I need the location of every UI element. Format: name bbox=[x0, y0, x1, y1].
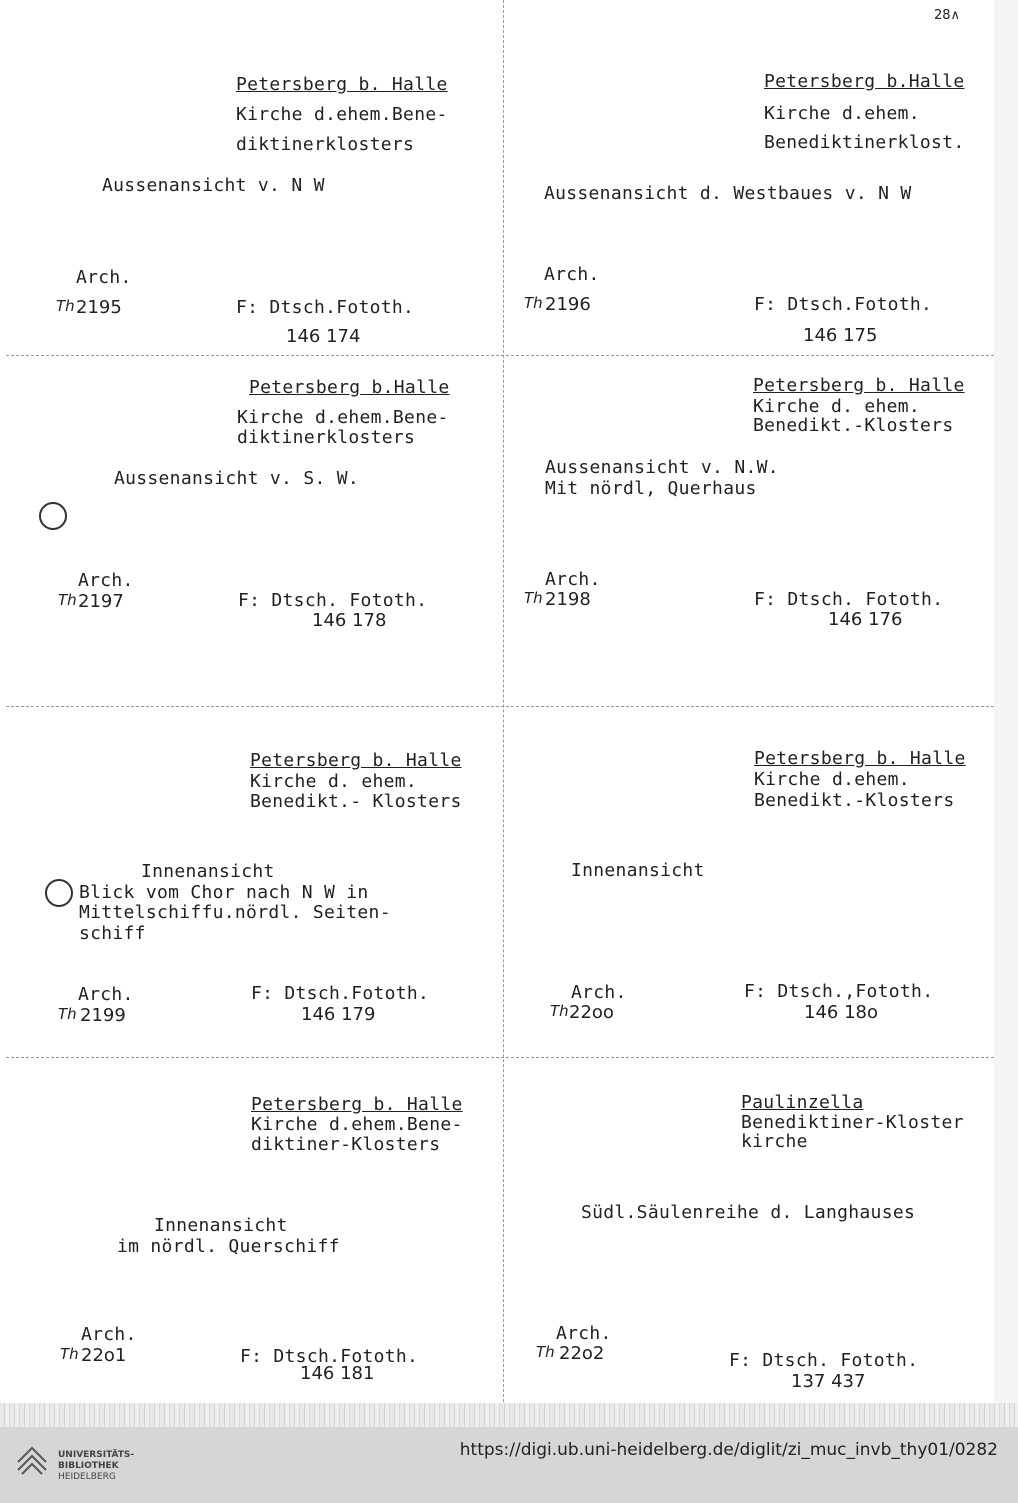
inventory-prefix: Th bbox=[58, 1005, 77, 1023]
photo-source: F: Dtsch. Fototh. bbox=[238, 590, 428, 611]
card-subtitle-line: Benedikt.- Klosters bbox=[250, 791, 462, 812]
card-subtitle-line: diktiner-Klosters bbox=[251, 1134, 441, 1155]
library-name-line: HEIDELBERG bbox=[58, 1472, 116, 1482]
page-number: 28∧ bbox=[934, 8, 961, 23]
card-view-description: im nördl. Querschiff bbox=[117, 1236, 340, 1257]
card-subtitle-line: Kirche d.ehem. bbox=[764, 103, 920, 124]
photo-number: 137 437 bbox=[791, 1371, 866, 1392]
card-subtitle-line: Kirche d.ehem.Bene- bbox=[237, 407, 449, 428]
card-subtitle-line: diktinerklosters bbox=[237, 427, 416, 448]
card-title: Petersberg b.Halle bbox=[249, 377, 450, 398]
card-subtitle-line: Benedikt.-Klosters bbox=[753, 415, 954, 436]
card-category: Arch. bbox=[78, 570, 134, 591]
card-view-description: Blick vom Chor nach N W in bbox=[79, 882, 369, 903]
photo-source: F: Dtsch. Fototh. bbox=[754, 589, 944, 610]
card-title: Petersberg b. Halle bbox=[251, 1094, 463, 1115]
card-view-description: Innenansicht bbox=[571, 860, 705, 881]
photo-source: F: Dtsch.Fototh. bbox=[251, 983, 430, 1004]
viewer-footer bbox=[0, 1427, 1018, 1503]
card-subtitle-line: Benediktinerklost. bbox=[764, 132, 965, 153]
inventory-number: 22o1 bbox=[81, 1345, 127, 1366]
card-divider-row-3 bbox=[6, 1057, 994, 1058]
card-subtitle-line: Benediktiner-Kloster bbox=[741, 1112, 964, 1133]
card-category: Arch. bbox=[76, 267, 132, 288]
card-view-description: Aussenansicht v. S. W. bbox=[114, 468, 360, 489]
page-url-link[interactable]: https://digi.ub.uni-heidelberg.de/diglit/zi_muc_invb_thy01/0282 bbox=[459, 1440, 998, 1460]
card-category: Arch. bbox=[81, 1324, 137, 1345]
library-name-line: BIBLIOTHEK bbox=[58, 1461, 119, 1471]
card-subtitle-line: Kirche d.ehem.Bene- bbox=[251, 1114, 463, 1135]
photo-source: F: Dtsch.Fototh. bbox=[236, 297, 415, 318]
photo-number: 146 174 bbox=[286, 326, 361, 347]
card-subtitle-line: Kirche d. ehem. bbox=[250, 771, 418, 792]
inventory-prefix: Th bbox=[550, 1002, 569, 1020]
inventory-number: 2196 bbox=[545, 294, 591, 315]
card-view-description: Südl.Säulenreihe d. Langhauses bbox=[581, 1202, 916, 1223]
card-title: Petersberg b. Halle bbox=[236, 74, 448, 95]
card-category: Arch. bbox=[545, 569, 601, 590]
card-category: Arch. bbox=[571, 982, 627, 1003]
scan-margin bbox=[994, 0, 1018, 1403]
card-view-description: Innenansicht bbox=[141, 861, 275, 882]
inventory-prefix: Th bbox=[524, 589, 543, 607]
inventory-number: 2199 bbox=[80, 1005, 126, 1026]
card-divider-row-2 bbox=[6, 706, 994, 707]
card-view-description: Aussenansicht v. N W bbox=[102, 175, 325, 196]
inventory-prefix: Th bbox=[524, 294, 543, 312]
card-category: Arch. bbox=[544, 264, 600, 285]
card-subtitle-line: diktinerklosters bbox=[236, 134, 415, 155]
photo-source: F: Dtsch. Fototh. bbox=[729, 1350, 919, 1371]
inventory-number: 22o2 bbox=[559, 1343, 605, 1364]
photo-number: 146 18o bbox=[804, 1002, 878, 1023]
photo-number: 146 175 bbox=[803, 325, 878, 346]
card-view-description: Aussenansicht v. N.W. bbox=[545, 457, 779, 478]
photo-number: 146 176 bbox=[828, 609, 903, 630]
card-category: Arch. bbox=[556, 1323, 612, 1344]
card-subtitle-line: Kirche d.ehem. bbox=[754, 769, 910, 790]
card-title: Paulinzella bbox=[741, 1092, 864, 1113]
library-logo-icon bbox=[14, 1440, 50, 1480]
card-title: Petersberg b. Halle bbox=[754, 748, 966, 769]
card-view-description: schiff bbox=[79, 923, 146, 944]
inventory-number: 2195 bbox=[76, 297, 122, 318]
library-name-line: UNIVERSITÄTS- bbox=[58, 1450, 135, 1460]
library-name bbox=[58, 1450, 134, 1483]
inventory-prefix: Th bbox=[60, 1345, 79, 1363]
inventory-prefix: Th bbox=[56, 297, 75, 315]
inventory-number: 2197 bbox=[78, 591, 124, 612]
card-subtitle-line: kirche bbox=[741, 1131, 808, 1152]
index-card-sheet bbox=[6, 0, 994, 1402]
punch-hole bbox=[39, 502, 67, 530]
photo-source: F: Dtsch.Fototh. bbox=[240, 1346, 419, 1367]
card-view-description: Aussenansicht d. Westbaues v. N W bbox=[544, 183, 912, 204]
card-title: Petersberg b. Halle bbox=[250, 750, 462, 771]
card-title: Petersberg b.Halle bbox=[764, 71, 965, 92]
card-subtitle-line: Kirche d.ehem.Bene- bbox=[236, 104, 448, 125]
card-subtitle-line: Benedikt.-Klosters bbox=[754, 790, 955, 811]
inventory-prefix: Th bbox=[58, 591, 77, 609]
card-view-description: Mit nördl, Querhaus bbox=[545, 478, 757, 499]
card-category: Arch. bbox=[78, 984, 134, 1005]
card-divider-row-1 bbox=[6, 355, 994, 356]
card-view-description: Innenansicht bbox=[154, 1215, 288, 1236]
photo-number: 146 178 bbox=[312, 610, 387, 631]
photo-source: F: Dtsch.,Fototh. bbox=[744, 981, 934, 1002]
inventory-number: 22oo bbox=[569, 1002, 614, 1023]
inventory-number: 2198 bbox=[545, 589, 591, 610]
scan-edge-strip bbox=[0, 1403, 1018, 1427]
card-subtitle-line: Kirche d. ehem. bbox=[753, 396, 921, 417]
photo-source: F: Dtsch.Fototh. bbox=[754, 294, 933, 315]
punch-hole bbox=[45, 879, 73, 907]
photo-number: 146 179 bbox=[301, 1004, 376, 1025]
photo-number: 146 181 bbox=[300, 1363, 375, 1384]
card-title: Petersberg b. Halle bbox=[753, 375, 965, 396]
card-divider-vertical bbox=[503, 0, 505, 1402]
inventory-prefix: Th bbox=[536, 1343, 555, 1361]
card-view-description: Mittelschiffu.nördl. Seiten- bbox=[79, 902, 391, 923]
